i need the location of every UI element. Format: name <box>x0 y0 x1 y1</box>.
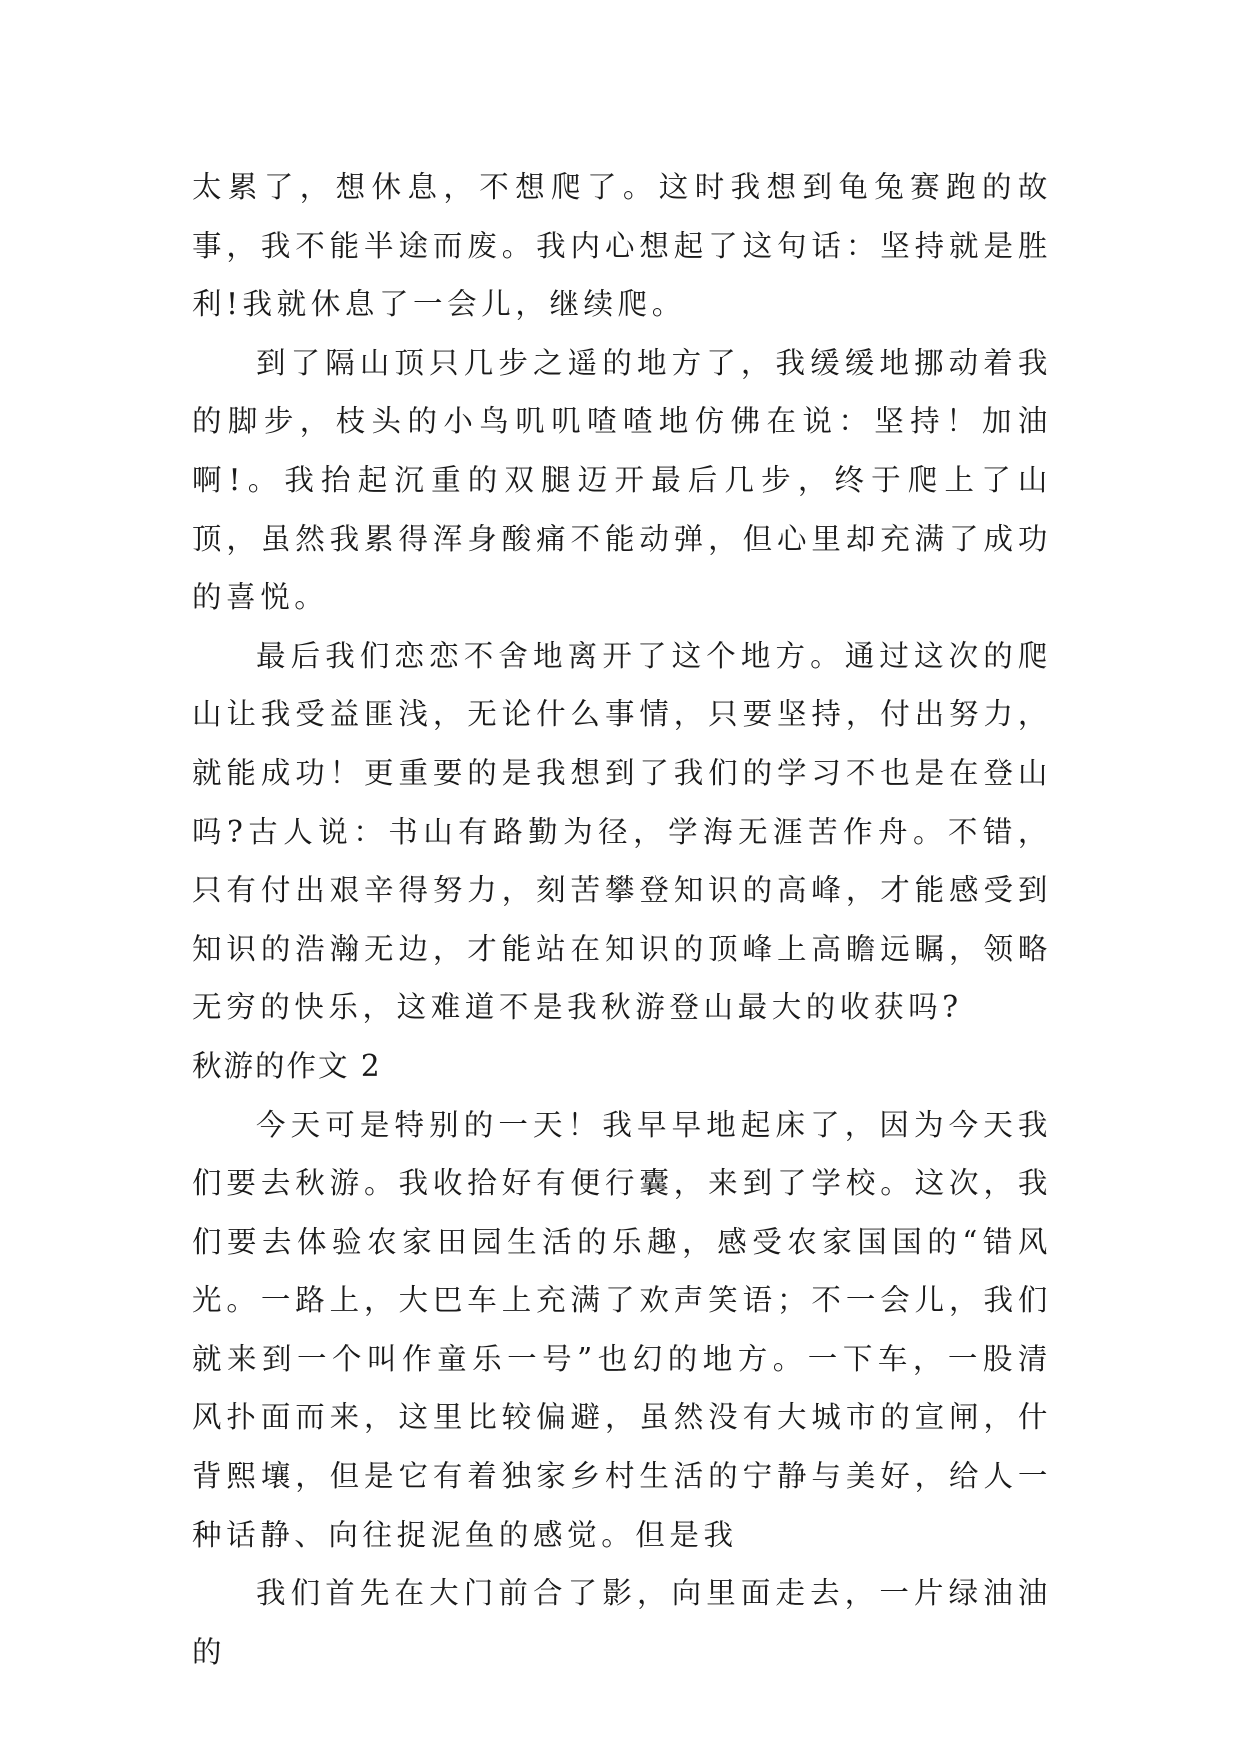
paragraph: 今天可是特别的一天！我早早地起床了，因为今天我们要去秋游。我收拾好有便行囊，来到了学校。这次，我们要去体验农家田园生活的乐趣，感受农家国国的“错风光。一路上，大巴车上充满了欢声笑语；不一会儿，我们就来到一个叫作童乐一号”也幻的地方。一下车，一股清风扑面而来，这里比较偏避，虽然没有大城市的宣闸，什背熙壤，但是它有着独家乡村生活的宁静与美好，给人一种话静、向往捉泥鱼的感觉。但是我 <box>192 1107 1052 1552</box>
section-heading: 秋游的作文 2 <box>192 1048 382 1083</box>
document-body <box>192 158 1052 1681</box>
paragraph: 最后我们恋恋不舍地离开了这个地方。通过这次的爬山让我受益匪浅，无论什么事情，只要坚持，付出努力，就能成功！更重要的是我想到了我们的学习不也是在登山吗?古人说：书山有路勤为径，学海无涯苦作舟。不错，只有付出艰辛得努力，刻苦攀登知识的高峰，才能感受到知识的浩瀚无边，才能站在知识的顶峰上高瞻远瞩，领略无穷的快乐，这难道不是我秋游登山最大的收获吗? <box>192 638 1052 1025</box>
paragraph: 我们首先在大门前合了影，向里面走去，一片绿油油的 <box>192 1576 1052 1669</box>
paragraph: 到了隔山顶只几步之遥的地方了，我缓缓地挪动着我的脚步，枝头的小鸟叽叽喳喳地仿佛在说：坚持！加油啊!。我抬起沉重的双腿迈开最后几步，终于爬上了山顶，虽然我累得浑身酸痛不能动弹，但心里却充满了成功的喜悦。 <box>192 345 1052 615</box>
paragraph: 太累了，想休息，不想爬了。这时我想到龟兔赛跑的故事，我不能半途而废。我内心想起了这句话：坚持就是胜利!我就休息了一会儿，继续爬。 <box>192 170 1052 322</box>
